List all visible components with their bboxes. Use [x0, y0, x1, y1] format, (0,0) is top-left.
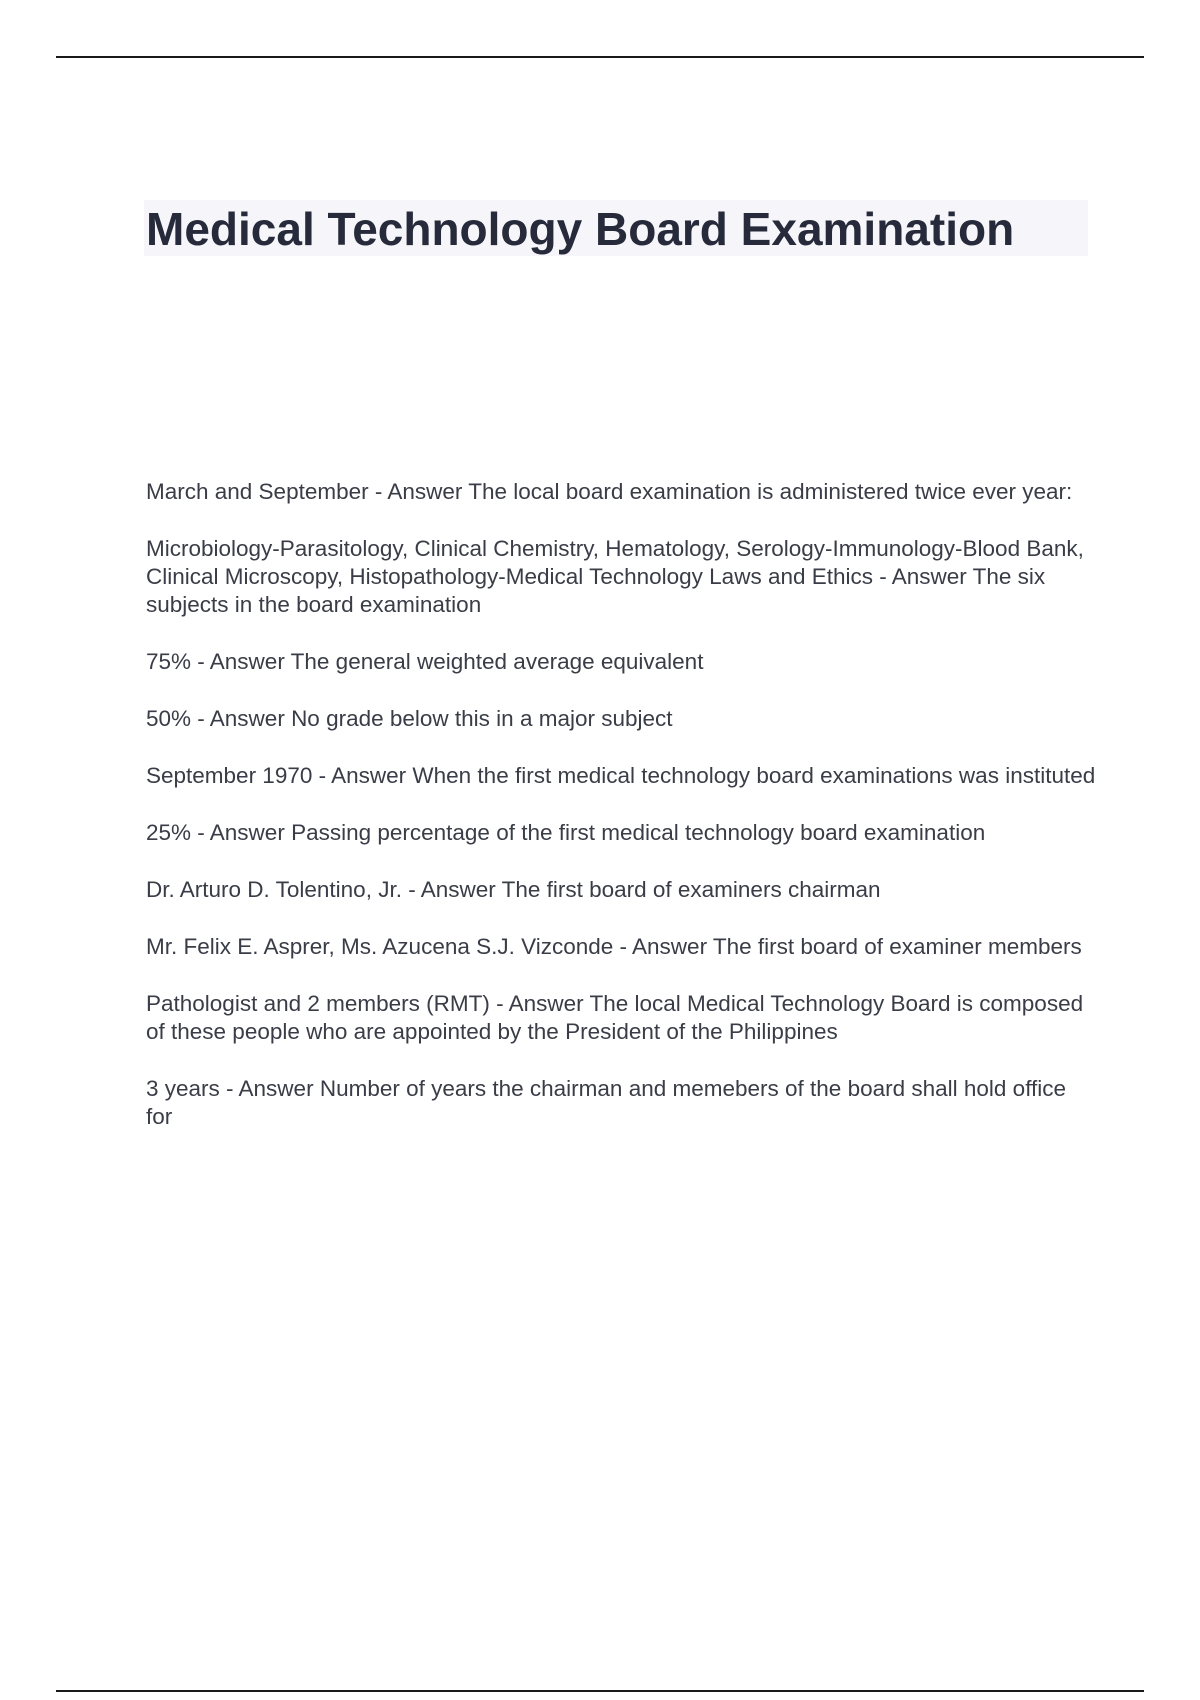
qa-item: 25% - Answer Passing percentage of the first medical technology board examination: [146, 820, 986, 845]
qa-list: [146, 478, 1096, 1160]
qa-item: 50% - Answer No grade below this in a major subject: [146, 706, 673, 731]
qa-item: 3 years - Answer Number of years the chairman and memebers of the board shall hold office for: [146, 1076, 1067, 1129]
qa-item: March and September - Answer The local board examination is administered twice ever year:: [146, 479, 1073, 504]
qa-item: September 1970 - Answer When the first medical technology board examinations was instituted: [146, 763, 1096, 788]
qa-item: Pathologist and 2 members (RMT) - Answer The local Medical Technology Board is composed of these people who are appointed by the President of the Philippines: [146, 991, 1084, 1044]
qa-item: Microbiology-Parasitology, Clinical Chemistry, Hematology, Serology-Immunology-Blood Bank, Clinical Microscopy, Histopathology-Medical Technology Laws and Ethics - Answer The six subjects in the board examination: [146, 536, 1084, 617]
bottom-divider: [56, 1690, 1144, 1692]
qa-item: Dr. Arturo D. Tolentino, Jr. - Answer The first board of examiners chairman: [146, 877, 881, 902]
document-title: Medical Technology Board Examination: [146, 203, 1015, 255]
qa-item: 75% - Answer The general weighted average equivalent: [146, 649, 704, 674]
top-divider: [56, 56, 1144, 58]
qa-item: Mr. Felix E. Asprer, Ms. Azucena S.J. Vizconde - Answer The first board of examiner members: [146, 934, 1082, 959]
